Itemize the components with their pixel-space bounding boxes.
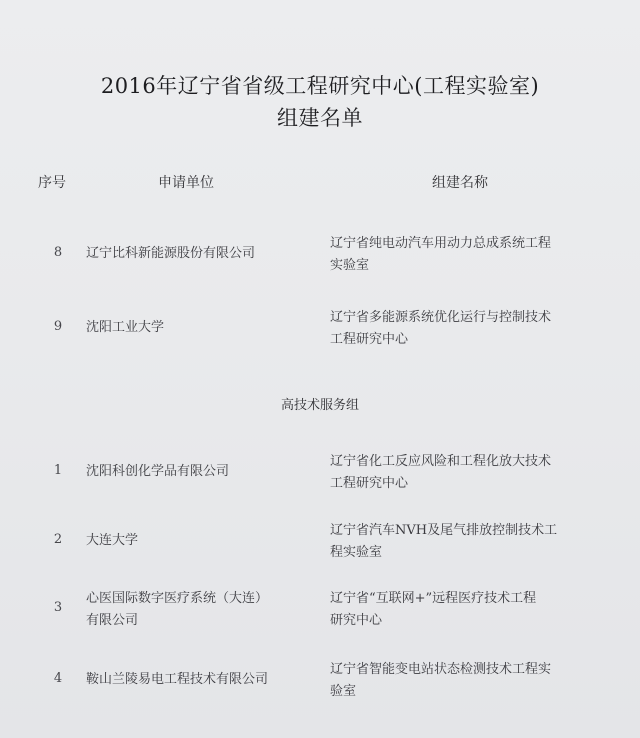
row-name-line: 实验室 <box>330 258 370 273</box>
row-name-line: 研究中心 <box>330 613 383 628</box>
row-name <box>330 588 605 632</box>
row-unit <box>86 317 316 339</box>
row-unit-line: 鞍山兰陵易电工程技术有限公司 <box>86 672 269 687</box>
row-name <box>330 520 605 564</box>
row-unit-line: 大连大学 <box>86 533 139 548</box>
header-applicant-unit: 申请单位 <box>158 175 214 191</box>
row-name <box>330 233 605 277</box>
row-number: 9 <box>53 319 63 334</box>
row-name-line: 辽宁省汽车NVH及尾气排放控制技术工 <box>330 523 558 538</box>
row-number: 8 <box>53 245 63 260</box>
row-name-line: 辽宁省化工反应风险和工程化放大技术 <box>330 454 552 469</box>
row-name-line: 辽宁省“互联网+”远程医疗技术工程 <box>330 591 537 606</box>
row-unit-line: 辽宁比科新能源股份有限公司 <box>86 246 256 261</box>
row-unit <box>86 461 316 483</box>
row-name <box>330 659 605 703</box>
row-unit-line: 沈阳科创化学品有限公司 <box>86 464 230 479</box>
document-title: 2016年辽宁省省级工程研究中心(工程实验室) <box>100 74 540 98</box>
row-unit <box>86 588 316 632</box>
document-subtitle: 组建名单 <box>277 106 363 130</box>
section-heading: 高技术服务组 <box>280 398 359 413</box>
row-unit <box>86 243 316 265</box>
row-unit-line: 心医国际数字医疗系统（大连） <box>86 591 269 606</box>
row-name <box>330 307 605 351</box>
row-unit <box>86 530 316 552</box>
row-name-line: 程实验室 <box>330 545 383 560</box>
row-number: 2 <box>53 532 63 547</box>
row-name <box>330 451 605 495</box>
row-name-line: 工程研究中心 <box>330 476 409 491</box>
row-name-line: 工程研究中心 <box>330 332 409 347</box>
row-name-line: 辽宁省纯电动汽车用动力总成系统工程 <box>330 236 552 251</box>
row-unit <box>86 669 316 691</box>
row-number: 1 <box>53 463 63 478</box>
header-serial-number: 序号 <box>38 175 66 191</box>
row-name-line: 辽宁省多能源系统优化运行与控制技术 <box>330 310 552 325</box>
header-center-name: 组建名称 <box>432 175 488 191</box>
row-name-line: 验室 <box>330 684 357 699</box>
row-name-line: 辽宁省智能变电站状态检测技术工程实 <box>330 662 552 677</box>
row-unit-line: 沈阳工业大学 <box>86 320 165 335</box>
row-number: 3 <box>53 600 63 615</box>
row-number: 4 <box>53 671 63 686</box>
row-unit-line: 有限公司 <box>86 613 139 628</box>
